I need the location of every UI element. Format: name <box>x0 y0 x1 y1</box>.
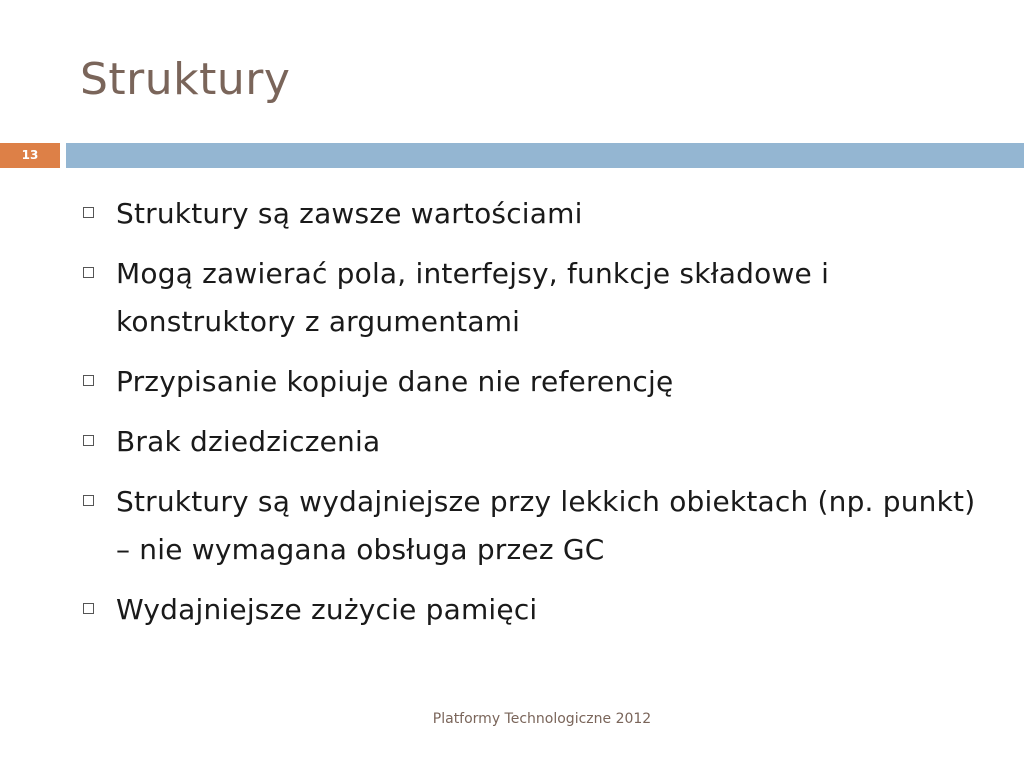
bullet-list <box>80 190 980 646</box>
square-bullet-icon <box>83 375 94 386</box>
list-item <box>80 358 980 406</box>
square-bullet-icon <box>83 603 94 614</box>
bullet-text: Mogą zawierać pola, interfejsy, funkcje składowe i konstruktory z argumentami <box>116 257 830 338</box>
square-bullet-icon <box>83 435 94 446</box>
square-bullet-icon <box>83 207 94 218</box>
list-item <box>80 250 980 346</box>
square-bullet-icon <box>83 267 94 278</box>
slide-number-badge: 13 <box>0 143 60 168</box>
square-bullet-icon <box>83 495 94 506</box>
bullet-text: Wydajniejsze zużycie pamięci <box>116 593 538 626</box>
list-item <box>80 478 980 574</box>
list-item <box>80 418 980 466</box>
bullet-text: Brak dziedziczenia <box>116 425 381 458</box>
bullet-text: Przypisanie kopiuje dane nie referencję <box>116 365 674 398</box>
slide-footer: Platformy Technologiczne 2012 <box>432 711 652 727</box>
bullet-text: Struktury są zawsze wartościami <box>116 197 583 230</box>
slide-title: Struktury <box>80 54 291 105</box>
list-item <box>80 190 980 238</box>
list-item <box>80 586 980 634</box>
bullet-text: Struktury są wydajniejsze przy lekkich obiektach (np. punkt) – nie wymagana obsługa przez GC <box>116 485 976 566</box>
accent-bar <box>66 143 1024 168</box>
